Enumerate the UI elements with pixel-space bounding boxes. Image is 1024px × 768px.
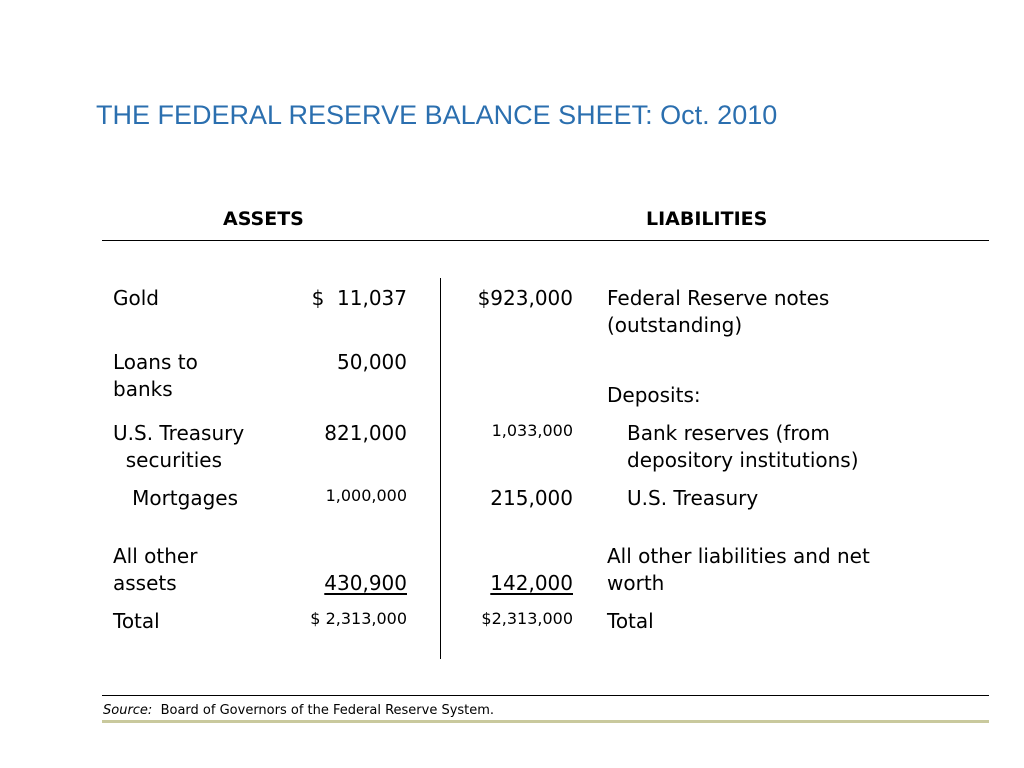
liab-reserves-value: 1,033,000	[491, 421, 573, 440]
liab-notes-label-line2: (outstanding)	[607, 313, 743, 337]
asset-mortgages-label: Mortgages	[113, 486, 238, 510]
asset-loans-label-line1: Loans to	[113, 350, 198, 374]
header-rule	[102, 240, 989, 241]
liab-total-value: $2,313,000	[481, 609, 573, 628]
asset-total-value-wrap	[310, 608, 407, 630]
liab-total-label: Total	[607, 609, 654, 633]
assets-header: ASSETS	[223, 208, 304, 230]
asset-gold-value: $ 11,037	[311, 286, 407, 310]
liab-deposits-label: Deposits:	[607, 383, 701, 407]
liab-other-label-line1: All other liabilities and net	[607, 544, 870, 568]
liabilities-header: LIABILITIES	[646, 208, 768, 230]
liab-reserves-label-line1: Bank reserves (from	[627, 421, 830, 445]
liab-other-label-line2: worth	[607, 571, 665, 595]
asset-other-value: 430,900	[324, 571, 407, 595]
liab-treasury-label: U.S. Treasury	[627, 486, 759, 510]
column-divider	[440, 278, 441, 659]
source-text: Board of Governors of the Federal Reserve System.	[160, 703, 495, 718]
page-title: THE FEDERAL RESERVE BALANCE SHEET: Oct. 2010	[96, 100, 778, 130]
asset-total-value: 2,313,000	[325, 609, 407, 628]
asset-mortgages-value: 1,000,000	[325, 486, 407, 505]
liab-notes-label-line1: Federal Reserve notes	[607, 286, 830, 310]
asset-treasury-label-line1: U.S. Treasury	[113, 421, 245, 445]
liab-notes-value: $923,000	[477, 286, 573, 310]
source-note	[103, 703, 494, 718]
liab-reserves-label-line2: depository institutions)	[627, 448, 859, 472]
asset-other-label-line2: assets	[113, 571, 177, 595]
source-label: Source:	[103, 703, 153, 718]
footer-accent-rule	[102, 720, 989, 723]
asset-loans-value: 50,000	[337, 350, 407, 374]
asset-treasury-label-line2: securities	[113, 448, 223, 472]
asset-loans-label-line2: banks	[113, 377, 173, 401]
asset-total-label: Total	[113, 609, 160, 633]
liab-other-value: 142,000	[490, 571, 573, 595]
asset-gold-label: Gold	[113, 286, 159, 310]
footer-rule	[102, 695, 989, 696]
asset-other-label-line1: All other	[113, 544, 198, 568]
liab-treasury-value: 215,000	[490, 486, 573, 510]
asset-treasury-value: 821,000	[324, 421, 407, 445]
asset-total-prefix: $	[310, 609, 321, 628]
